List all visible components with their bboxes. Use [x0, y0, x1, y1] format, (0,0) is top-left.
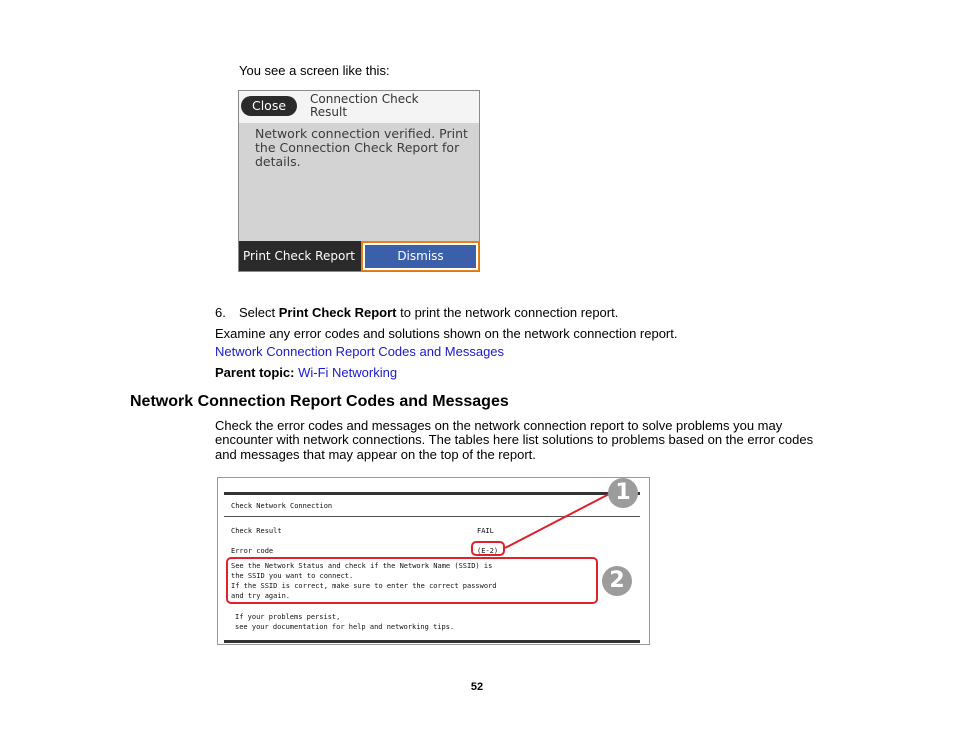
step-6-bold: Print Check Report — [278, 305, 397, 320]
examine-text: Examine any error codes and solutions shown on the network connection report. — [215, 326, 678, 341]
section-paragraph-line-2: encounter with network connections. The tables here list solutions to problems based on the error codes — [215, 432, 814, 447]
parent-topic-link[interactable]: Wi-Fi Networking — [298, 365, 398, 380]
section-paragraph-line-1: Check the error codes and messages on the network connection report to solve problems you may — [215, 418, 783, 433]
related-topic-link[interactable]: Network Connection Report Codes and Messages — [215, 344, 505, 359]
screen-title: Connection Check Result — [310, 92, 419, 119]
check-result-label: Check Result — [231, 527, 282, 535]
parent-topic — [215, 365, 397, 380]
page-number: 52 — [470, 681, 484, 693]
dismiss-highlight — [361, 241, 480, 272]
report-message-line-4: and try again. — [231, 592, 291, 600]
report-footer-line-1: If your problems persist, — [235, 613, 341, 621]
section-heading: Network Connection Report Codes and Messages — [130, 393, 509, 410]
check-result-value: FAIL — [477, 527, 494, 535]
error-code-label: Error code — [231, 547, 274, 555]
step-6-text — [239, 305, 618, 320]
step-6-suffix: to print the network connection report. — [396, 305, 619, 320]
screen-header — [239, 91, 479, 123]
callout-leader-line — [505, 492, 613, 548]
report-title: Check Network Connection — [231, 502, 333, 510]
dismiss-button[interactable]: Dismiss — [365, 245, 476, 268]
printer-screen-figure — [238, 90, 480, 272]
close-button[interactable]: Close — [241, 96, 297, 116]
callout-leader-svg — [218, 478, 650, 645]
step-number: 6. — [215, 305, 226, 320]
error-code-value: (E-2) — [477, 547, 499, 555]
report-message-line-2: the SSID you want to connect. — [231, 572, 354, 580]
network-report-figure — [217, 477, 650, 645]
section-paragraph-line-3: and messages that may appear on the top of the report. — [215, 447, 536, 462]
report-message-line-3: If the SSID is correct, make sure to enter the correct password — [231, 582, 497, 590]
report-message-line-1: See the Network Status and check if the Network Name (SSID) is — [231, 562, 493, 570]
callout-badge-2: 2 — [602, 566, 632, 596]
intro-text: You see a screen like this: — [239, 63, 390, 78]
step-6-prefix: Select — [239, 305, 279, 320]
screen-footer — [239, 241, 479, 272]
report-footer-line-2: see your documentation for help and networking tips. — [235, 623, 455, 631]
print-check-report-button[interactable]: Print Check Report — [243, 249, 355, 263]
parent-topic-label: Parent topic: — [215, 365, 295, 380]
screen-message: Network connection verified. Print the Connection Check Report for details. — [255, 126, 468, 169]
callout-badge-1: 1 — [608, 478, 638, 508]
